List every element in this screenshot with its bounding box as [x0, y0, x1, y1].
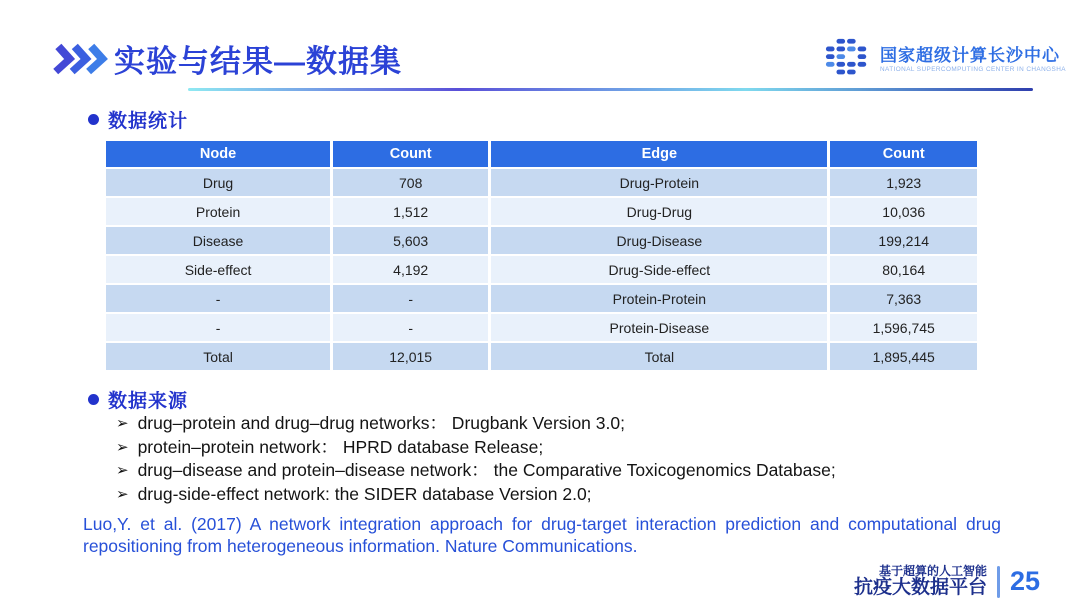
- cell-node: Disease: [106, 227, 330, 254]
- column-header-count: Count: [333, 141, 488, 167]
- cell-count: 1,923: [830, 169, 977, 196]
- list-item: [116, 459, 1016, 483]
- org-logo: [824, 38, 1066, 82]
- cell-node: Protein: [106, 198, 330, 225]
- cell-edge: Drug-Side-effect: [491, 256, 827, 283]
- cell-edge: Protein-Disease: [491, 314, 827, 341]
- cell-count: 4,192: [333, 256, 488, 283]
- arrow-bullet-icon: ➢: [116, 462, 129, 479]
- table-header-row: [106, 141, 977, 167]
- cell-count: 1,895,445: [830, 343, 977, 370]
- table-row: [106, 285, 977, 312]
- cell-count: 7,363: [830, 285, 977, 312]
- cell-count: 5,603: [333, 227, 488, 254]
- table-row: [106, 256, 977, 283]
- citation-text: Luo,Y. et al. (2017) A network integration approach for drug-target interaction prediction and computational drug repositioning from heterogeneous information. Nature Communications.: [83, 514, 1001, 556]
- page-title: 实验与结果—数据集: [114, 44, 402, 79]
- column-header-count: Count: [830, 141, 977, 167]
- page-number: 25: [1009, 566, 1040, 597]
- logo-org-name: 国家超级计算长沙中心: [880, 45, 1060, 65]
- logo-dots-icon: [824, 38, 872, 82]
- cell-count: 1,512: [333, 198, 488, 225]
- cell-count: -: [333, 285, 488, 312]
- data-sources-list: [116, 412, 1016, 506]
- title-underline: [188, 88, 1033, 91]
- footer-title: 抗疫大数据平台: [853, 577, 987, 599]
- table-row: [106, 314, 977, 341]
- arrow-bullet-icon: ➢: [116, 485, 129, 503]
- bullet-icon: [88, 114, 99, 125]
- section-label-text: 数据统计: [108, 111, 189, 132]
- cell-node: Total: [106, 343, 330, 370]
- cell-count: 80,164: [830, 256, 977, 283]
- list-item-text: protein–protein network： HPRD database Release;: [137, 436, 544, 457]
- list-item: [116, 436, 1016, 460]
- cell-count: 12,015: [333, 343, 488, 370]
- section-data-statistics: [88, 106, 188, 133]
- column-header-node: Node: [106, 141, 330, 167]
- list-item-text: drug–protein and drug–drug networks： Drugbank Version 3.0;: [137, 413, 625, 433]
- list-item: [116, 483, 1016, 507]
- cell-edge: Protein-Protein: [491, 285, 827, 312]
- table-row: [106, 169, 977, 196]
- cell-node: -: [106, 285, 330, 312]
- bullet-icon: [88, 394, 99, 405]
- statistics-table: [103, 139, 980, 372]
- cell-edge: Drug-Disease: [491, 227, 827, 254]
- cell-count: -: [333, 314, 488, 341]
- list-item: [116, 412, 1016, 436]
- list-item-text: drug-side-effect network: the SIDER database Version 2.0;: [137, 483, 592, 504]
- section-label-text: 数据来源: [108, 391, 189, 412]
- footer-divider: [997, 566, 1000, 598]
- table-row: [106, 227, 977, 254]
- arrow-bullet-icon: ➢: [116, 415, 129, 432]
- cell-count: 10,036: [830, 198, 977, 225]
- triple-chevron-icon: [52, 42, 110, 76]
- cell-edge: Drug-Protein: [491, 169, 827, 196]
- section-data-sources: [88, 386, 188, 413]
- logo-org-subtitle: NATIONAL SUPERCOMPUTING CENTER IN CHANGSHA: [880, 65, 1066, 73]
- cell-node: Drug: [106, 169, 330, 196]
- slide-footer: [854, 565, 1040, 599]
- cell-edge: Total: [491, 343, 827, 370]
- footer-subtitle: 基于超算的人工智能: [878, 563, 987, 578]
- table-row: [106, 198, 977, 225]
- cell-count: 1,596,745: [830, 314, 977, 341]
- cell-edge: Drug-Drug: [491, 198, 827, 225]
- cell-node: -: [106, 314, 330, 341]
- column-header-edge: Edge: [491, 141, 827, 167]
- list-item-text: drug–disease and protein–disease network： the Comparative Toxicogenomics Database;: [137, 460, 836, 480]
- cell-count: 199,214: [830, 227, 977, 254]
- table-total-row: [106, 343, 977, 370]
- cell-count: 708: [333, 169, 488, 196]
- cell-node: Side-effect: [106, 256, 330, 283]
- arrow-bullet-icon: ➢: [116, 438, 129, 456]
